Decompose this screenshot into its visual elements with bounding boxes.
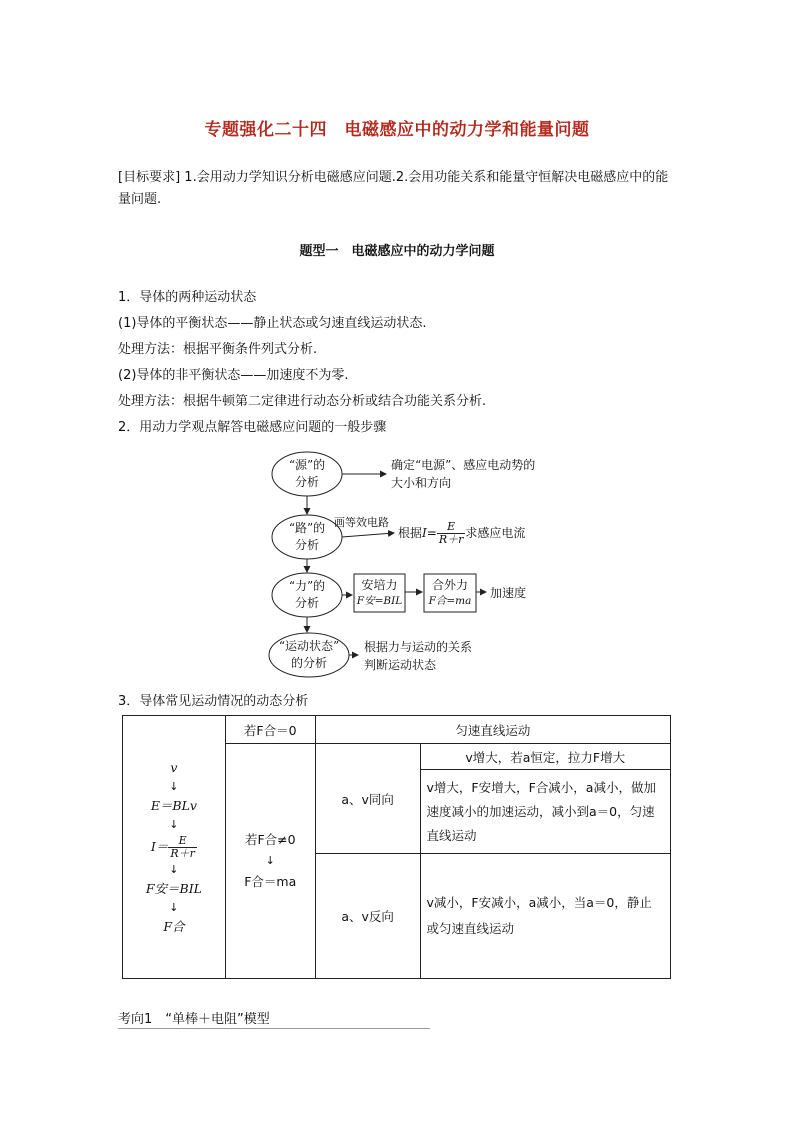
goal-text: 1.会用动力学知识分析电磁感应问题.2.会用功能关系和能量守恒解决电磁感应中的能量问题. <box>118 170 669 207</box>
result-acceleration: 加速度 <box>490 586 527 600</box>
cond-zero: 若F合＝0 <box>225 716 315 744</box>
circuit-fraction: $\frac{E}{R+r}$ <box>438 520 464 546</box>
para-1: (1)导体的平衡状态——静止状态或匀速直线运动状态. <box>118 316 427 331</box>
same-direction: a、v同向 <box>315 744 420 854</box>
motion-note: 根据力与运动的关系 判断运动状态 <box>364 640 473 672</box>
footer-rule <box>118 1028 430 1029</box>
result-uniform: 匀速直线运动 <box>315 716 670 744</box>
current-fraction: $\frac{E}{R+r}$ <box>170 833 195 860</box>
opposite-direction: a、v反向 <box>315 854 420 979</box>
page-title: 专题强化二十四 电磁感应中的动力学和能量问题 <box>204 120 590 140</box>
heading-3: 3．导体常见运动情况的动态分析 <box>118 694 309 709</box>
box-net-force-text: 合外力 F合=ma <box>428 578 472 607</box>
circuit-note: 根据I= $\frac{E}{R+r}$ 求感应电流 <box>398 520 526 546</box>
goal-paragraph <box>118 167 678 211</box>
same-case-2: v增大，F安增大，F合减小，a减小，做加速度减小的加速运动，减小到a＝0，匀速直线运动 <box>420 770 671 854</box>
goal-tag: [目标要求] <box>118 170 181 185</box>
footer-subheading: 考向1 “单棒＋电阻”模型 <box>118 1012 270 1027</box>
source-note: 确定“电源”、感应电动势的 大小和方向 <box>391 458 536 490</box>
box-ampere-text: 安培力 F安=BIL <box>356 578 403 607</box>
heading-1: 1．导体的两种运动状态 <box>118 290 257 305</box>
oval-source-text: “源”的 分析 <box>288 458 326 489</box>
circuit-arrow-label: 画等效电路 <box>334 516 389 529</box>
para-2: 处理方法：根据平衡条件列式分析. <box>118 342 318 357</box>
oval-force-text: “力”的 分析 <box>288 579 326 610</box>
opposite-case: v减小，F安减小，a减小，当a＝0，静止或匀速直线运动 <box>420 854 671 979</box>
oval-circuit-text: “路”的 分析 <box>288 521 326 552</box>
arrow-h2 <box>342 533 394 537</box>
same-case-1: v增大，若a恒定，拉力F增大 <box>420 744 671 770</box>
para-3: (2)导体的非平衡状态——加速度不为零. <box>118 368 349 383</box>
cond-nonzero: 若F合≠0 ↓ F合＝ma <box>225 744 315 979</box>
para-4: 处理方法：根据牛顿第二定律进行动态分析或结合功能关系分析. <box>118 394 487 409</box>
heading-2: 2．用动力学观点解答电磁感应问题的一般步骤 <box>118 420 387 435</box>
derivation-chain: v ↓ E＝BLv ↓ I＝ $\frac{E}{R+r}$ ↓ F安＝BIL ↓ F合 <box>123 716 226 979</box>
oval-motion-text: “运动状态” 的分析 <box>278 639 340 670</box>
section-title: 题型一 电磁感应中的动力学问题 <box>299 244 495 259</box>
dynamics-table <box>122 715 671 979</box>
